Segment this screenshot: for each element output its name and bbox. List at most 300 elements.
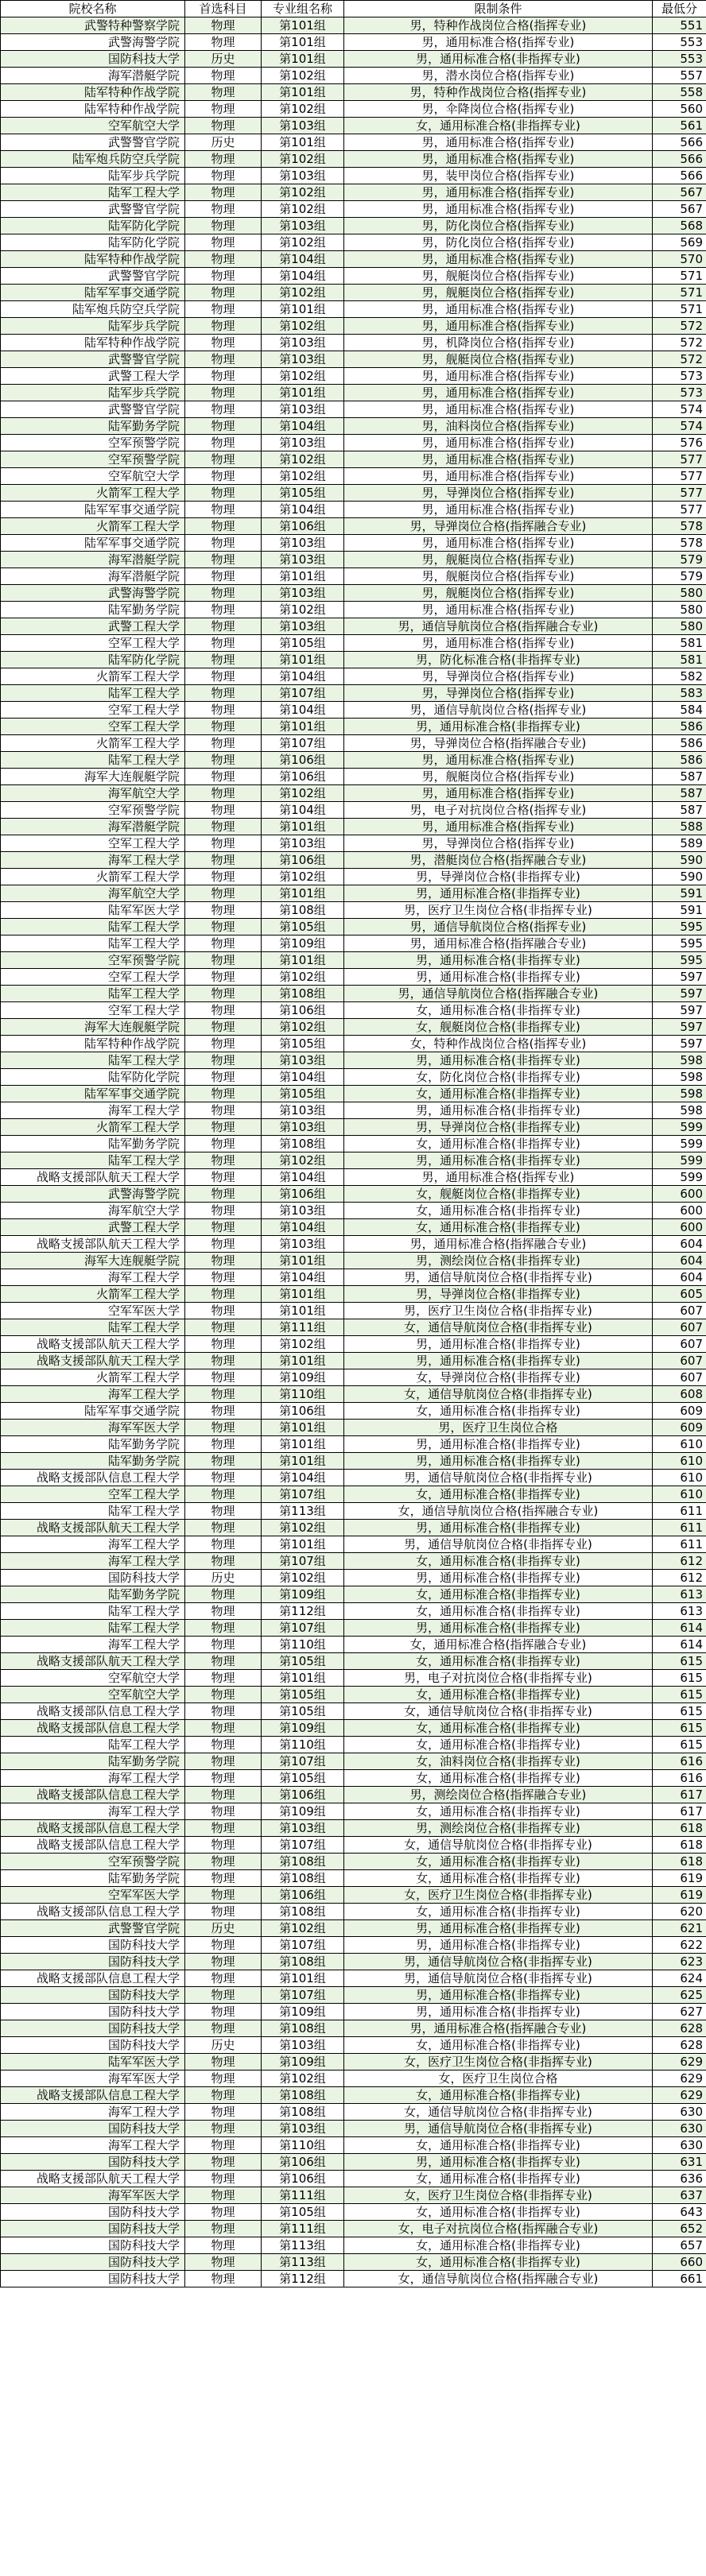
subject-cell: 物理 [185, 1253, 262, 1269]
condition-cell: 女，医疗卫生岗位合格(非指挥专业) [344, 2054, 653, 2070]
condition-cell: 女，通用标准合格(非指挥专业) [344, 1136, 653, 1152]
school-name-cell: 国防科技大学 [1, 2154, 185, 2171]
table-row [1, 1386, 706, 1403]
school-name-cell: 战略支援部队信息工程大学 [1, 1787, 185, 1803]
table-row [1, 819, 706, 835]
condition-cell: 男，电子对抗岗位合格(指挥专业) [344, 802, 653, 819]
subject-cell: 物理 [185, 685, 262, 702]
subject-cell: 物理 [185, 602, 262, 618]
subject-cell: 物理 [185, 118, 262, 134]
condition-cell: 男，装甲岗位合格(指挥专业) [344, 168, 653, 184]
group-cell: 第101组 [262, 84, 344, 101]
condition-cell: 男，通用标准合格(指挥专业) [344, 151, 653, 168]
subject-cell: 物理 [185, 1086, 262, 1102]
min-score-cell: 612 [653, 1570, 706, 1586]
condition-cell: 男，通用标准合格(指挥专业) [344, 34, 653, 51]
min-score-cell: 661 [653, 2271, 706, 2287]
group-cell: 第101组 [262, 885, 344, 902]
table-row [1, 1620, 706, 1637]
condition-cell: 男，导弹岗位合格(指挥融合专业) [344, 735, 653, 752]
subject-cell: 物理 [185, 1369, 262, 1386]
group-cell: 第107组 [262, 1987, 344, 2004]
table-row [1, 2104, 706, 2121]
table-row [1, 335, 706, 351]
min-score-cell: 586 [653, 735, 706, 752]
min-score-cell: 605 [653, 1286, 706, 1303]
school-name-cell: 海军工程大学 [1, 1269, 185, 1286]
table-row [1, 935, 706, 952]
subject-cell: 物理 [185, 735, 262, 752]
table-row [1, 301, 706, 318]
min-score-cell: 597 [653, 969, 706, 986]
min-score-cell: 620 [653, 1904, 706, 1920]
subject-cell: 物理 [185, 1002, 262, 1019]
condition-cell: 女，通用标准合格(非指挥专业) [344, 1770, 653, 1787]
condition-cell: 女，通用标准合格(非指挥专业) [344, 1002, 653, 1019]
min-score-cell: 591 [653, 885, 706, 902]
group-cell: 第107组 [262, 685, 344, 702]
subject-cell: 物理 [185, 1753, 262, 1770]
min-score-cell: 595 [653, 952, 706, 969]
table-row [1, 1486, 706, 1503]
table-row [1, 1637, 706, 1653]
table-row [1, 134, 706, 151]
min-score-cell: 577 [653, 502, 706, 518]
min-score-cell: 568 [653, 218, 706, 234]
min-score-cell: 610 [653, 1486, 706, 1503]
table-row [1, 34, 706, 51]
min-score-cell: 597 [653, 986, 706, 1002]
min-score-cell: 607 [653, 1353, 706, 1369]
min-score-cell: 618 [653, 1820, 706, 1837]
min-score-cell: 618 [653, 1854, 706, 1870]
subject-cell: 物理 [185, 1169, 262, 1186]
school-name-cell: 空军军医大学 [1, 1303, 185, 1319]
group-cell: 第104组 [262, 1219, 344, 1236]
condition-cell: 男，通信导航岗位合格(非指挥专业) [344, 1970, 653, 1987]
min-score-cell: 616 [653, 1770, 706, 1787]
group-cell: 第112组 [262, 2271, 344, 2287]
school-name-cell: 陆军防化学院 [1, 234, 185, 251]
table-row [1, 1803, 706, 1820]
group-cell: 第102组 [262, 969, 344, 986]
school-name-cell: 海军航空大学 [1, 1203, 185, 1219]
condition-cell: 男，医疗卫生岗位合格(非指挥专业) [344, 902, 653, 919]
group-cell: 第107组 [262, 1837, 344, 1854]
school-name-cell: 陆军军事交通学院 [1, 285, 185, 301]
subject-cell: 物理 [185, 2254, 262, 2271]
min-score-cell: 598 [653, 1069, 706, 1086]
group-cell: 第103组 [262, 618, 344, 635]
group-cell: 第104组 [262, 1269, 344, 1286]
min-score-cell: 616 [653, 1753, 706, 1770]
school-name-cell: 国防科技大学 [1, 2121, 185, 2137]
condition-cell: 男，通信导航岗位合格(指挥融合专业) [344, 618, 653, 635]
subject-cell: 物理 [185, 1820, 262, 1837]
group-cell: 第103组 [262, 1236, 344, 1253]
subject-cell: 物理 [185, 1553, 262, 1570]
subject-cell: 物理 [185, 1152, 262, 1169]
school-name-cell: 战略支援部队航天工程大学 [1, 1353, 185, 1369]
table-row [1, 802, 706, 819]
subject-cell: 物理 [185, 1052, 262, 1069]
condition-cell: 男，通用标准合格(指挥融合专业) [344, 1236, 653, 1253]
table-row [1, 1854, 706, 1870]
condition-cell: 男，通用标准合格(指挥专业) [344, 635, 653, 652]
group-cell: 第102组 [262, 201, 344, 218]
group-cell: 第109组 [262, 2054, 344, 2070]
group-cell: 第104组 [262, 502, 344, 518]
subject-cell: 物理 [185, 2187, 262, 2204]
table-row [1, 1470, 706, 1486]
min-score-cell: 628 [653, 2020, 706, 2037]
group-cell: 第111组 [262, 2221, 344, 2237]
min-score-cell: 657 [653, 2237, 706, 2254]
group-cell: 第101组 [262, 1353, 344, 1369]
group-cell: 第107组 [262, 1486, 344, 1503]
school-name-cell: 国防科技大学 [1, 2237, 185, 2254]
condition-cell: 男，导弹岗位合格(指挥融合专业) [344, 518, 653, 535]
group-cell: 第109组 [262, 1586, 344, 1603]
group-cell: 第101组 [262, 134, 344, 151]
group-cell: 第103组 [262, 118, 344, 134]
table-row [1, 1203, 706, 1219]
table-row [1, 285, 706, 301]
table-row [1, 1920, 706, 1937]
subject-cell: 物理 [185, 1319, 262, 1336]
min-score-cell: 608 [653, 1386, 706, 1403]
school-name-cell: 国防科技大学 [1, 2004, 185, 2020]
group-cell: 第108组 [262, 2020, 344, 2037]
table-row [1, 1403, 706, 1420]
condition-cell: 女，医疗卫生岗位合格(非指挥专业) [344, 1887, 653, 1904]
group-cell: 第101组 [262, 1536, 344, 1553]
school-name-cell: 战略支援部队航天工程大学 [1, 1520, 185, 1536]
school-name-cell: 战略支援部队航天工程大学 [1, 2171, 185, 2187]
subject-cell: 物理 [185, 1670, 262, 1687]
school-name-cell: 火箭军工程大学 [1, 735, 185, 752]
condition-cell: 女，通信导航岗位合格(非指挥专业) [344, 1837, 653, 1854]
group-cell: 第102组 [262, 318, 344, 335]
condition-cell: 男，防化岗位合格(指挥专业) [344, 234, 653, 251]
min-score-cell: 586 [653, 752, 706, 769]
table-row [1, 51, 706, 68]
group-cell: 第104组 [262, 418, 344, 435]
table-row [1, 1286, 706, 1303]
condition-cell: 女，舰艇岗位合格(非指挥专业) [344, 1019, 653, 1036]
min-score-cell: 604 [653, 1269, 706, 1286]
school-name-cell: 火箭军工程大学 [1, 869, 185, 885]
group-cell: 第109组 [262, 1369, 344, 1386]
table-row [1, 1870, 706, 1887]
school-name-cell: 空军航空大学 [1, 1687, 185, 1703]
group-cell: 第107组 [262, 1620, 344, 1637]
group-cell: 第101组 [262, 952, 344, 969]
condition-cell: 女，通信导航岗位合格(非指挥专业) [344, 1319, 653, 1336]
table-row [1, 368, 706, 385]
subject-cell: 物理 [185, 2054, 262, 2070]
subject-cell: 物理 [185, 1653, 262, 1670]
group-cell: 第105组 [262, 1086, 344, 1102]
condition-cell: 男，导弹岗位合格(指挥专业) [344, 668, 653, 685]
condition-cell: 女，通用标准合格(非指挥专业) [344, 1720, 653, 1737]
table-row [1, 1186, 706, 1203]
condition-cell: 女，通信导航岗位合格(非指挥专业) [344, 1386, 653, 1403]
table-row [1, 1536, 706, 1553]
school-name-cell: 国防科技大学 [1, 2020, 185, 2037]
group-cell: 第108组 [262, 1904, 344, 1920]
school-name-cell: 武警海警学院 [1, 34, 185, 51]
condition-cell: 男，通用标准合格(指挥专业) [344, 468, 653, 485]
table-row [1, 719, 706, 735]
subject-cell: 物理 [185, 668, 262, 685]
condition-cell: 女，通用标准合格(非指挥专业) [344, 1803, 653, 1820]
header-row [1, 1, 706, 17]
group-cell: 第102组 [262, 602, 344, 618]
school-name-cell: 空军工程大学 [1, 1002, 185, 1019]
school-name-cell: 国防科技大学 [1, 51, 185, 68]
min-score-cell: 609 [653, 1403, 706, 1420]
min-score-cell: 574 [653, 401, 706, 418]
condition-cell: 男，通用标准合格(指挥专业) [344, 251, 653, 268]
school-name-cell: 武警警官学院 [1, 351, 185, 368]
condition-cell: 女，通用标准合格(非指挥专业) [344, 1904, 653, 1920]
table-row [1, 2070, 706, 2087]
min-score-cell: 589 [653, 835, 706, 852]
group-cell: 第103组 [262, 535, 344, 552]
min-score-cell: 615 [653, 1687, 706, 1703]
min-score-cell: 599 [653, 1169, 706, 1186]
school-name-cell: 战略支援部队信息工程大学 [1, 1904, 185, 1920]
school-name-cell: 陆军勤务学院 [1, 1136, 185, 1152]
min-score-cell: 579 [653, 552, 706, 568]
subject-cell: 物理 [185, 1069, 262, 1086]
group-cell: 第102组 [262, 234, 344, 251]
subject-cell: 物理 [185, 17, 262, 34]
school-name-cell: 火箭军工程大学 [1, 485, 185, 502]
subject-cell: 物理 [185, 1803, 262, 1820]
subject-cell: 物理 [185, 1236, 262, 1253]
group-cell: 第102组 [262, 68, 344, 84]
min-score-cell: 612 [653, 1553, 706, 1570]
school-name-cell: 战略支援部队信息工程大学 [1, 1470, 185, 1486]
table-row [1, 2054, 706, 2070]
subject-cell: 物理 [185, 151, 262, 168]
school-name-cell: 陆军工程大学 [1, 1620, 185, 1637]
min-score-cell: 618 [653, 1837, 706, 1854]
subject-cell: 物理 [185, 1436, 262, 1453]
condition-cell: 男，通信导航岗位合格(指挥融合专业) [344, 986, 653, 1002]
subject-cell: 物理 [185, 802, 262, 819]
group-cell: 第102组 [262, 1920, 344, 1937]
subject-cell: 物理 [185, 485, 262, 502]
table-row [1, 451, 706, 468]
group-cell: 第111组 [262, 2187, 344, 2204]
subject-cell: 物理 [185, 1603, 262, 1620]
table-row [1, 401, 706, 418]
table-row [1, 2271, 706, 2287]
condition-cell: 女，通用标准合格(非指挥专业) [344, 1854, 653, 1870]
subject-cell: 物理 [185, 1687, 262, 1703]
min-score-cell: 630 [653, 2104, 706, 2121]
condition-cell: 男，通用标准合格(指挥融合专业) [344, 935, 653, 952]
group-cell: 第102组 [262, 1152, 344, 1169]
min-score-cell: 614 [653, 1637, 706, 1653]
table-row [1, 1319, 706, 1336]
subject-cell: 物理 [185, 201, 262, 218]
min-score-cell: 660 [653, 2254, 706, 2271]
school-name-cell: 陆军特种作战学院 [1, 84, 185, 101]
school-name-cell: 火箭军工程大学 [1, 1369, 185, 1386]
condition-cell: 男，通用标准合格(指挥专业) [344, 602, 653, 618]
group-cell: 第109组 [262, 1720, 344, 1737]
school-name-cell: 海军工程大学 [1, 2137, 185, 2154]
group-cell: 第102组 [262, 1019, 344, 1036]
condition-cell: 男，导弹岗位合格(指挥专业) [344, 485, 653, 502]
group-cell: 第103组 [262, 218, 344, 234]
group-cell: 第107组 [262, 1753, 344, 1770]
school-name-cell: 空军预警学院 [1, 802, 185, 819]
table-row [1, 218, 706, 234]
subject-cell: 物理 [185, 68, 262, 84]
min-score-cell: 629 [653, 2054, 706, 2070]
min-score-cell: 581 [653, 635, 706, 652]
table-row [1, 268, 706, 285]
condition-cell: 男，测绘岗位合格(非指挥专业) [344, 1253, 653, 1269]
subject-cell: 物理 [185, 1019, 262, 1036]
school-name-cell: 国防科技大学 [1, 2254, 185, 2271]
min-score-cell: 598 [653, 1102, 706, 1119]
condition-cell: 男，导弹岗位合格(非指挥专业) [344, 1286, 653, 1303]
table-row [1, 1787, 706, 1803]
group-cell: 第108组 [262, 2087, 344, 2104]
group-cell: 第110组 [262, 1637, 344, 1653]
group-cell: 第105组 [262, 1770, 344, 1787]
min-score-cell: 617 [653, 1787, 706, 1803]
table-row [1, 1303, 706, 1319]
header-subject: 首选科目 [185, 1, 262, 17]
school-name-cell: 海军工程大学 [1, 1637, 185, 1653]
table-row [1, 201, 706, 218]
school-name-cell: 空军航空大学 [1, 468, 185, 485]
min-score-cell: 579 [653, 568, 706, 585]
subject-cell: 物理 [185, 2237, 262, 2254]
school-name-cell: 武警特种警察学院 [1, 17, 185, 34]
group-cell: 第111组 [262, 1319, 344, 1336]
table-row [1, 418, 706, 435]
table-row [1, 1520, 706, 1536]
condition-cell: 男，通用标准合格(非指挥专业) [344, 1436, 653, 1453]
group-cell: 第101组 [262, 1436, 344, 1453]
table-row [1, 1720, 706, 1737]
min-score-cell: 591 [653, 902, 706, 919]
group-cell: 第102组 [262, 285, 344, 301]
group-cell: 第103组 [262, 168, 344, 184]
condition-cell: 男，通用标准合格(指挥专业) [344, 401, 653, 418]
table-row [1, 168, 706, 184]
group-cell: 第103组 [262, 351, 344, 368]
group-cell: 第103组 [262, 1820, 344, 1837]
table-row [1, 835, 706, 852]
min-score-cell: 583 [653, 685, 706, 702]
condition-cell: 女，通用标准合格(非指挥专业) [344, 2037, 653, 2054]
subject-cell: 物理 [185, 368, 262, 385]
school-name-cell: 陆军勤务学院 [1, 1753, 185, 1770]
condition-cell: 男，油料岗位合格(指挥专业) [344, 418, 653, 435]
condition-cell: 女，通用标准合格(指挥融合专业) [344, 1637, 653, 1653]
subject-cell: 物理 [185, 535, 262, 552]
group-cell: 第105组 [262, 485, 344, 502]
min-score-cell: 610 [653, 1453, 706, 1470]
condition-cell: 女，通用标准合格(非指挥专业) [344, 1870, 653, 1887]
condition-cell: 男，通用标准合格(非指挥专业) [344, 969, 653, 986]
school-name-cell: 海军工程大学 [1, 1386, 185, 1403]
condition-cell: 男，通用标准合格(指挥专业) [344, 368, 653, 385]
table-row [1, 1269, 706, 1286]
subject-cell: 物理 [185, 719, 262, 735]
min-score-cell: 566 [653, 134, 706, 151]
school-name-cell: 空军工程大学 [1, 719, 185, 735]
table-row [1, 2171, 706, 2187]
group-cell: 第102组 [262, 468, 344, 485]
table-row [1, 2187, 706, 2204]
condition-cell: 男，防化岗位合格(指挥专业) [344, 218, 653, 234]
group-cell: 第105组 [262, 635, 344, 652]
min-score-cell: 607 [653, 1319, 706, 1336]
school-name-cell: 国防科技大学 [1, 1987, 185, 2004]
group-cell: 第113组 [262, 1503, 344, 1520]
school-name-cell: 陆军工程大学 [1, 986, 185, 1002]
min-score-cell: 615 [653, 1703, 706, 1720]
school-name-cell: 海军工程大学 [1, 1553, 185, 1570]
group-cell: 第101组 [262, 1970, 344, 1987]
table-row [1, 1586, 706, 1603]
subject-cell: 物理 [185, 1870, 262, 1887]
condition-cell: 女，通用标准合格(非指挥专业) [344, 2087, 653, 2104]
school-name-cell: 武警警官学院 [1, 201, 185, 218]
condition-cell: 男，通用标准合格(指挥专业) [344, 385, 653, 401]
condition-cell: 女，通用标准合格(非指挥专业) [344, 1687, 653, 1703]
min-score-cell: 630 [653, 2121, 706, 2137]
table-row [1, 986, 706, 1002]
min-score-cell: 572 [653, 318, 706, 335]
school-name-cell: 陆军工程大学 [1, 919, 185, 935]
table-row [1, 234, 706, 251]
group-cell: 第104组 [262, 1069, 344, 1086]
table-row [1, 1453, 706, 1470]
condition-cell: 女，通用标准合格(非指挥专业) [344, 1737, 653, 1753]
group-cell: 第103组 [262, 1203, 344, 1219]
table-row [1, 2020, 706, 2037]
group-cell: 第102组 [262, 101, 344, 118]
subject-cell: 物理 [185, 1987, 262, 2004]
table-row [1, 752, 706, 769]
table-row [1, 1653, 706, 1670]
school-name-cell: 海军航空大学 [1, 885, 185, 902]
condition-cell: 男，测绘岗位合格(指挥融合专业) [344, 1787, 653, 1803]
school-name-cell: 国防科技大学 [1, 1937, 185, 1954]
min-score-cell: 610 [653, 1470, 706, 1486]
subject-cell: 物理 [185, 1586, 262, 1603]
min-score-cell: 619 [653, 1870, 706, 1887]
subject-cell: 物理 [185, 418, 262, 435]
header-group: 专业组名称 [262, 1, 344, 17]
min-score-cell: 569 [653, 234, 706, 251]
min-score-cell: 652 [653, 2221, 706, 2237]
table-row [1, 1253, 706, 1269]
condition-cell: 男，防化标准合格(非指挥专业) [344, 652, 653, 668]
school-name-cell: 陆军勤务学院 [1, 602, 185, 618]
